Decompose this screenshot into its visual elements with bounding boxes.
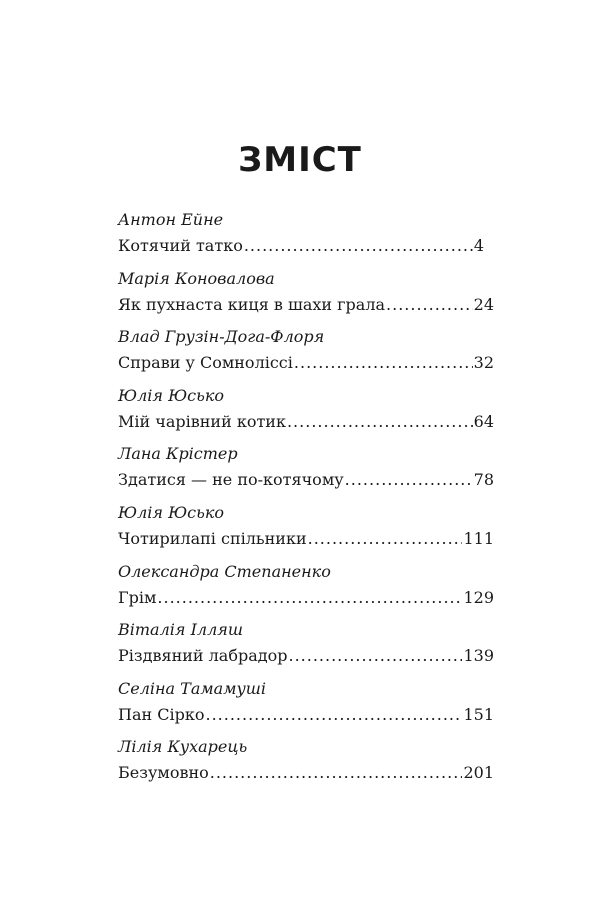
toc-page-number: 201: [463, 763, 494, 783]
toc-line[interactable]: [118, 643, 494, 669]
toc-line[interactable]: [118, 702, 494, 728]
toc-line[interactable]: [118, 760, 494, 786]
toc-entry: [118, 324, 494, 383]
toc-story-title: Як пухнаста киця в шахи грала: [118, 294, 386, 314]
toc-story-title: Різдвяний лабрадор: [118, 646, 288, 666]
toc-page-number: 78: [473, 470, 494, 490]
dot-leader: [345, 467, 473, 493]
dot-leader: [288, 643, 462, 669]
toc-line[interactable]: [118, 233, 494, 259]
dot-leader: [244, 233, 473, 259]
dot-leader: [287, 409, 473, 435]
toc-entry: [118, 559, 494, 618]
toc-author: Антон Ейне: [118, 210, 224, 229]
table-of-contents: [118, 207, 494, 793]
toc-author: Віталія Ілляш: [118, 620, 244, 640]
toc-line[interactable]: [118, 292, 494, 318]
toc-story-title: Безумовно: [118, 763, 209, 783]
toc-author: Влад Грузін-Дога-Флоря: [118, 327, 325, 347]
toc-entry: [118, 441, 494, 500]
toc-line[interactable]: [118, 467, 494, 493]
toc-page-number: 4: [473, 236, 484, 255]
toc-line[interactable]: [118, 409, 494, 435]
toc-story-title: Справи у Сомноліссі: [118, 353, 293, 373]
toc-story-title: Грім: [118, 587, 157, 607]
toc-author: Юлія Юсько: [118, 385, 225, 405]
toc-page-number: 64: [473, 411, 494, 431]
toc-author: Олександра Степаненко: [118, 561, 331, 581]
toc-story-title: Пан Сірко: [118, 704, 205, 724]
dot-leader: [205, 702, 462, 728]
toc-author: Марія Коновалова: [118, 268, 275, 288]
toc-author: Юлія Юсько: [118, 502, 225, 522]
toc-line[interactable]: [118, 585, 494, 611]
toc-entry: [118, 500, 494, 559]
dot-leader: [386, 292, 473, 318]
dot-leader: [210, 760, 463, 786]
toc-story-title: Котячий татко: [118, 236, 243, 255]
toc-entry: [118, 734, 494, 793]
dot-leader: [157, 585, 462, 611]
toc-author: Лілія Кухарець: [118, 737, 248, 757]
toc-story-title: Чотирилапі спільники: [118, 528, 307, 548]
toc-entry: [118, 383, 494, 442]
toc-line[interactable]: [118, 526, 494, 552]
toc-story-title: Мій чарівний котик: [118, 411, 286, 431]
toc-entry: [118, 266, 494, 325]
toc-page-number: 111: [463, 528, 494, 548]
toc-story-title: Здатися — не по-котячому: [118, 470, 344, 490]
page-title: ЗМІСТ: [238, 140, 362, 180]
toc-page-number: 32: [473, 353, 494, 373]
toc-author: Селіна Тамамуші: [118, 678, 267, 698]
dot-leader: [294, 350, 473, 376]
dot-leader: [308, 526, 463, 552]
toc-author: Лана Крістер: [118, 444, 238, 464]
toc-page-number: 151: [463, 704, 494, 724]
toc-page-number: 129: [463, 587, 494, 607]
toc-page-number: 139: [463, 646, 494, 666]
toc-line[interactable]: [118, 350, 494, 376]
toc-entry: [118, 207, 494, 266]
toc-entry: [118, 617, 494, 676]
toc-entry: [118, 676, 494, 735]
toc-page-number: 24: [473, 294, 494, 314]
